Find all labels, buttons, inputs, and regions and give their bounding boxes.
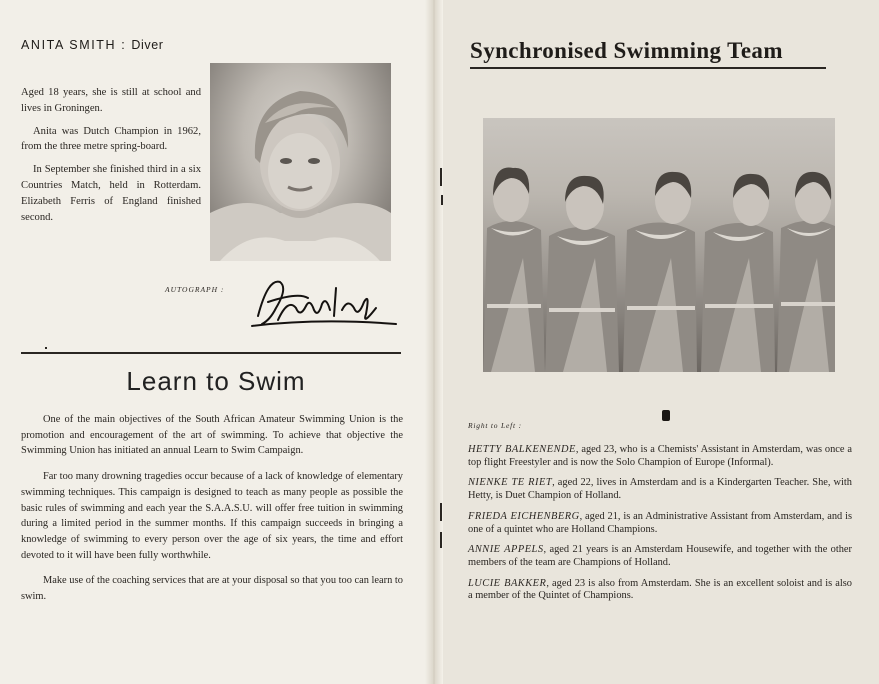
member-entry: [468, 444, 852, 469]
bio-paragraph: Anita was Dutch Champion in 1962, from the three metre spring-board.: [21, 125, 201, 153]
title-underline: [470, 67, 826, 69]
caption-intro: Right to Left :: [468, 421, 522, 430]
member-entry: [468, 511, 852, 536]
member-name: HETTY BALKENENDE: [468, 444, 576, 455]
learn-to-swim-body: [21, 412, 403, 615]
autograph-signature: [248, 268, 398, 330]
profile-heading: [21, 38, 164, 52]
campaign-paragraph: Make use of the coaching services that are at your disposal so that you too can learn to swim.: [21, 575, 403, 603]
member-entry: [468, 477, 852, 502]
team-photo: [483, 118, 835, 372]
campaign-paragraph: Far too many drowning tragedies occur because of a lack of knowledge of elementary swimming techniques. This campaign is designed to teach as many people as possible the basic rules of swimming and each year the S.A.A.S.U. will offer free tuition in swimming during a limited period in the summer months. If this campaign succeeds in bringing a knowledge of swimming to every person over the age of six years, the time and effort devoted to it will have been fully worthwhile.: [21, 471, 403, 561]
member-description: , aged 23, who is a Chemists' Assistant in Amsterdam, was once a top flight Freestyler and is now the Solo Champion of Europe (Informal).: [468, 444, 852, 468]
profile-role: Diver: [131, 38, 164, 52]
profile-name: ANITA SMITH: [21, 38, 117, 52]
member-entry: [468, 544, 852, 569]
campaign-paragraph: One of the main objectives of the South African Amateur Swimming Union is the promotion and encouragement of the art of swimming. To achieve that objective the Swimming Union has initiated an annual Learn to Swim Campaign.: [21, 414, 403, 457]
learn-to-swim-title: Learn to Swim: [126, 366, 306, 396]
member-name: NIENKE TE RIET: [468, 477, 553, 489]
member-description: , aged 23 is also from Amsterdam. She is an excellent soloist and is also a member of the Quintet of Champions.: [468, 577, 853, 602]
left-page: [0, 0, 432, 684]
team-title: Synchronised Swimming Team: [470, 38, 783, 63]
team-members-list: [468, 444, 852, 611]
autograph-label: AUTOGRAPH :: [165, 285, 225, 294]
page-marker: [662, 410, 670, 421]
bio-paragraph: Aged 18 years, she is still at school and lives in Groningen.: [21, 87, 201, 114]
member-description: , aged 22, lives in Amsterdam and is a Kindergarten Teacher. She, with Hetty, is Duet Champion of Holland.: [468, 477, 852, 502]
member-description: , aged 21, is an Administrative Assistant from Amsterdam, and is one of a quintet who are Holland Champions.: [468, 510, 853, 535]
diver-portrait-photo: [210, 63, 391, 261]
profile-separator: :: [121, 38, 127, 52]
rule-dot: [45, 347, 47, 349]
member-name: FRIEDA EICHENBERG: [468, 510, 580, 522]
section-divider: [21, 352, 401, 354]
member-description: , aged 21 years is an Amsterdam Housewife, and together with the other members of the team are Champions of Holland.: [468, 544, 853, 568]
profile-bio: [21, 85, 201, 232]
bio-paragraph: In September she finished third in a six Countries Match, held in Rotterdam. Elizabeth Ferris of England finished second.: [21, 164, 201, 223]
member-name: ANNIE APPELS: [468, 544, 544, 556]
member-name: LUCIE BAKKER: [468, 577, 547, 589]
member-entry: [468, 578, 852, 603]
